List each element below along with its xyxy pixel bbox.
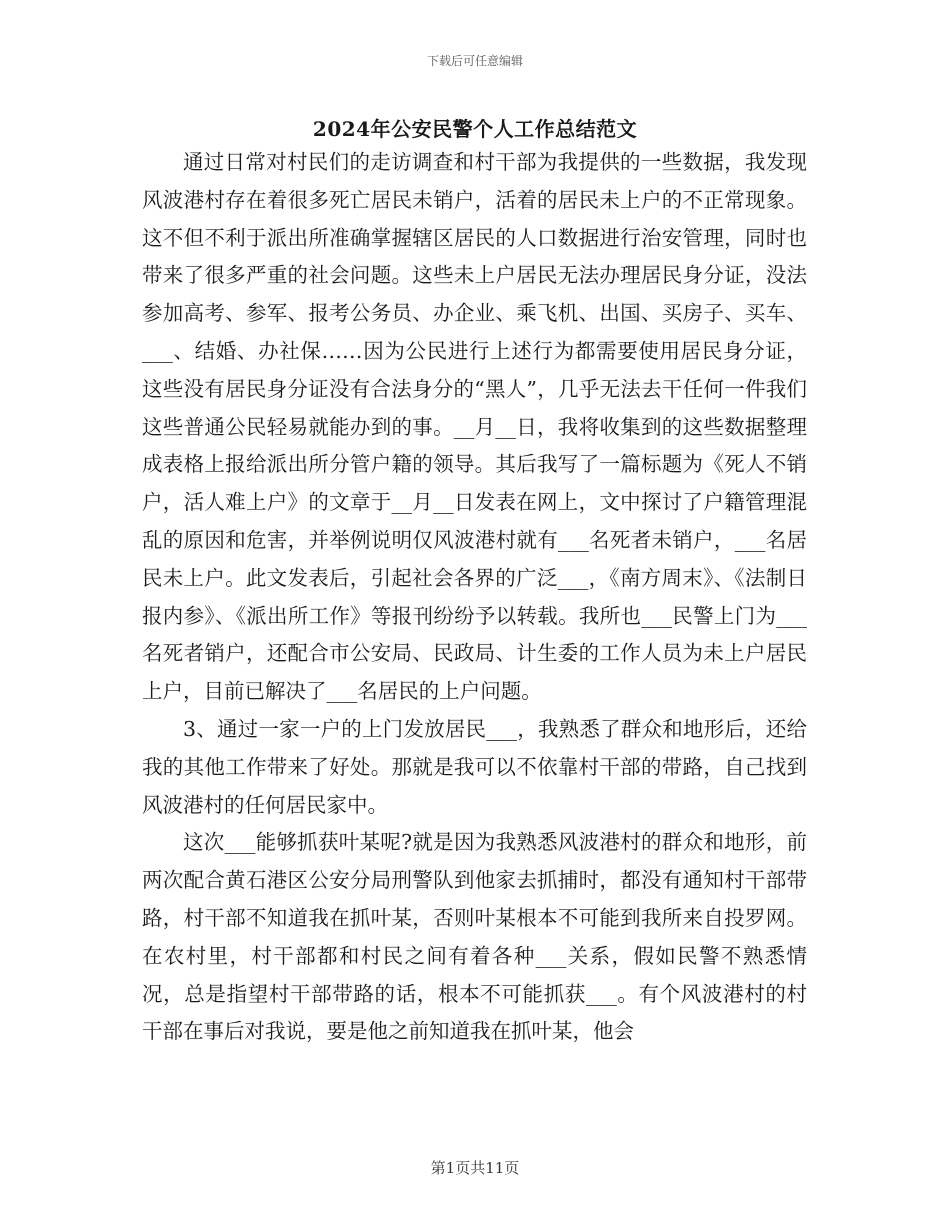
document-title: 2024年公安民警个人工作总结范文 — [312, 117, 638, 141]
document-body — [142, 144, 807, 1051]
paragraph-3: 这次___能够抓获叶某呢?就是因为我熟悉风波港村的群众和地形，前两次配合黄石港区公安分局刑警队到他家去抓捕时，都没有通知村干部带路，村干部不知道我在抓叶某，否则叶某根本不可能到我所来自投罗网。在农村里，村干部都和村民之间有着各种___关系，假如民警不熟悉情况，总是指望村干部带路的话，根本不可能抓获___。有个风波港村的村干部在事后对我说，要是他之前知道我在抓叶某，他会 — [142, 830, 807, 1044]
paragraph-2: 3、通过一家一户的上门发放居民___，我熟悉了群众和地形后，还给我的其他工作带来了好处。那就是我可以不依靠村干部的带路，自己找到风波港村的任何居民家中。 — [142, 716, 807, 817]
paragraph-1: 通过日常对村民们的走访调查和村干部为我提供的一些数据，我发现风波港村存在着很多死亡居民未销户，活着的居民未上户的不正常现象。这不但不利于派出所准确掌握辖区居民的人口数据进行治安管理，同时也带来了很多严重的社会问题。这些未上户居民无法办理居民身分证，没法参加高考、参军、报考公务员、办企业、乘飞机、出国、买房子、买车、___、结婚、办社保……因为公民进行上述行为都需要使用居民身分证，这些没有居民身分证没有合法身分的“黑人”，几乎无法去干任何一件我们这些普通公民轻易就能办到的事。__月__日，我将收集到的这些数据整理成表格上报给派出所分管户籍的领导。其后我写了一篇标题为《死人不销户，活人难上户》的文章于__月__日发表在网上，文中探讨了户籍管理混乱的原因和危害，并举例说明仅风波港村就有___名死者未销户，___名居民未上户。此文发表后，引起社会各界的广泛___，《南方周末》、《法制日报内参》、《派出所工作》等报刊纷纷予以转载。我所也___民警上门为___名死者销户，还配合市公安局、民政局、计生委的工作人员为未上户居民上户，目前已解决了___名居民的上户问题。 — [142, 150, 807, 704]
header-note: 下载后可任意编辑 — [426, 54, 523, 68]
page-footer: 第1页共11页 — [430, 1159, 520, 1177]
